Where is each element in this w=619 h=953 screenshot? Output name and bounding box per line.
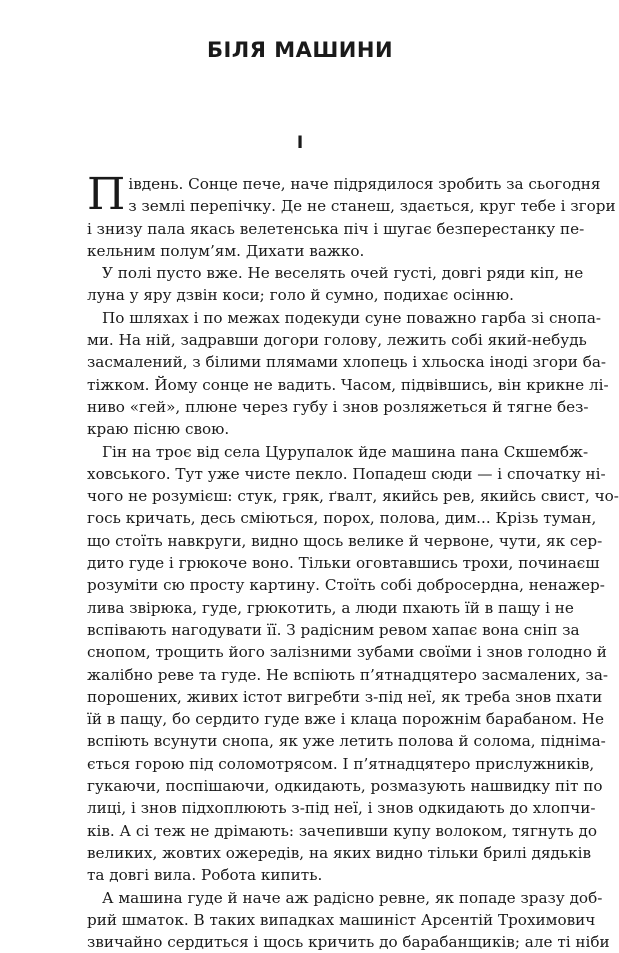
text-line: великих, жовтих ожередів, на яких видно тільки брилі дядьків (87, 843, 592, 862)
text-line: лиці, і знов підхоплюють з-під неї, і знов одкидають до хлопчи- (87, 799, 596, 818)
text-line: тіжком. Йому сонце не вадить. Часом, підвівшись, він крикне лі- (87, 375, 609, 394)
text-line: По шляхах і по межах подекуди суне поважно гарба зі снопа- (102, 308, 602, 327)
text-line: краю пісню свою. (87, 420, 230, 439)
text-line: вспівають нагодувати її. З радісним ревом хапає вона сніп за (87, 620, 580, 639)
text-line: та довгі вила. Робота кипить. (87, 866, 323, 885)
text-line: порошених, живих істот вигребти з-під неї, як треба знов пхати (87, 687, 603, 706)
text-line: ми. На ній, задравши догори голову, лежить собі який-небудь (87, 331, 587, 350)
text-line: засмалений, з білими плямами хлопець і хльоска іноді згори ба- (87, 353, 607, 372)
text-line: ховського. Тут уже чисте пекло. Попадеш сюди — і спочатку ні- (87, 464, 606, 483)
text-line: розуміти сю просту картину. Стоїть собі добросердна, ненажер- (87, 576, 605, 595)
text-line: рий шматок. В таких випадках машиніст Арсентій Трохимович (87, 910, 596, 929)
text-line: дито гуде і грюкоче воно. Тільки оговтавшись трохи, починаєш (87, 554, 600, 573)
first-paragraph-opening (87, 169, 616, 220)
text-line: ниво «гей», плюне через губу і знов розляжеться й тягне без- (87, 397, 589, 416)
text-line: луна у яру дзвін коси; голо й сумно, подихає осінню. (87, 286, 514, 305)
text-line: ється горою під соломотрясом. І п’ятнадцятеро прислужників, (87, 754, 595, 773)
body-text (87, 169, 619, 953)
text-line: лива звірюка, гуде, грюкотить, а люди пхають їй в пащу і не (87, 598, 574, 617)
drop-cap-wrapped-lines (87, 169, 616, 220)
text-line: їй в пащу, бо сердито гуде вже і клаца порожнім барабаном. Не (87, 710, 605, 729)
text-line: ків. А сі теж не дрімають: зачепивши купу волоком, тягнуть до (87, 821, 597, 840)
drop-cap-letter: П (87, 169, 126, 220)
text-lines (87, 218, 619, 953)
text-line: гось кричать, десь сміються, порох, полова, дим... Крізь туман, (87, 509, 597, 528)
text-line: і знизу пала якась велетенська піч і шугає безперестанку пе- (87, 219, 585, 238)
text-line: Гін на троє від села Цурупалок йде машина пана Скшембж- (102, 442, 589, 461)
text-line: кельним полум’ям. Дихати важко. (87, 241, 365, 260)
chapter-number: I (296, 133, 304, 153)
text-line: снопом, трощить його залізними зубами своїми і знов голодно й (87, 643, 607, 662)
text-line: жалібно реве та гуде. Не вспіють п’ятнадцятеро засмалених, за- (87, 665, 609, 684)
text-line: вспіють всунути снопа, як уже летить полова й солома, підніма- (87, 732, 606, 751)
text-line: А машина гуде й наче аж радісно ревне, як попаде зразу доб- (102, 888, 603, 907)
text-line: чого не розумієш: стук, гряк, ґвалт, якийсь рев, якийсь свист, чо- (87, 487, 619, 506)
text-line: івдень. Сонце пече, наче підрядилося зробить за сьогодня (128, 175, 601, 193)
text-line: У полі пусто вже. Не веселять очей густі, довгі ряди кіп, не (102, 264, 584, 283)
story-title: БІЛЯ МАШИНИ (206, 38, 394, 62)
text-line: гукаючи, поспішаючи, одкидають, розмазують нашвидку піт по (87, 777, 603, 796)
text-line: з землі перепічку. Де не станеш, здається, круг тебе і згори (128, 197, 616, 216)
text-line: що стоїть навкруги, видно щось велике й червоне, чути, як сер- (87, 531, 603, 550)
text-line: звичайно сердиться і щось кричить до барабанщиків; але ті ніби (87, 933, 610, 952)
